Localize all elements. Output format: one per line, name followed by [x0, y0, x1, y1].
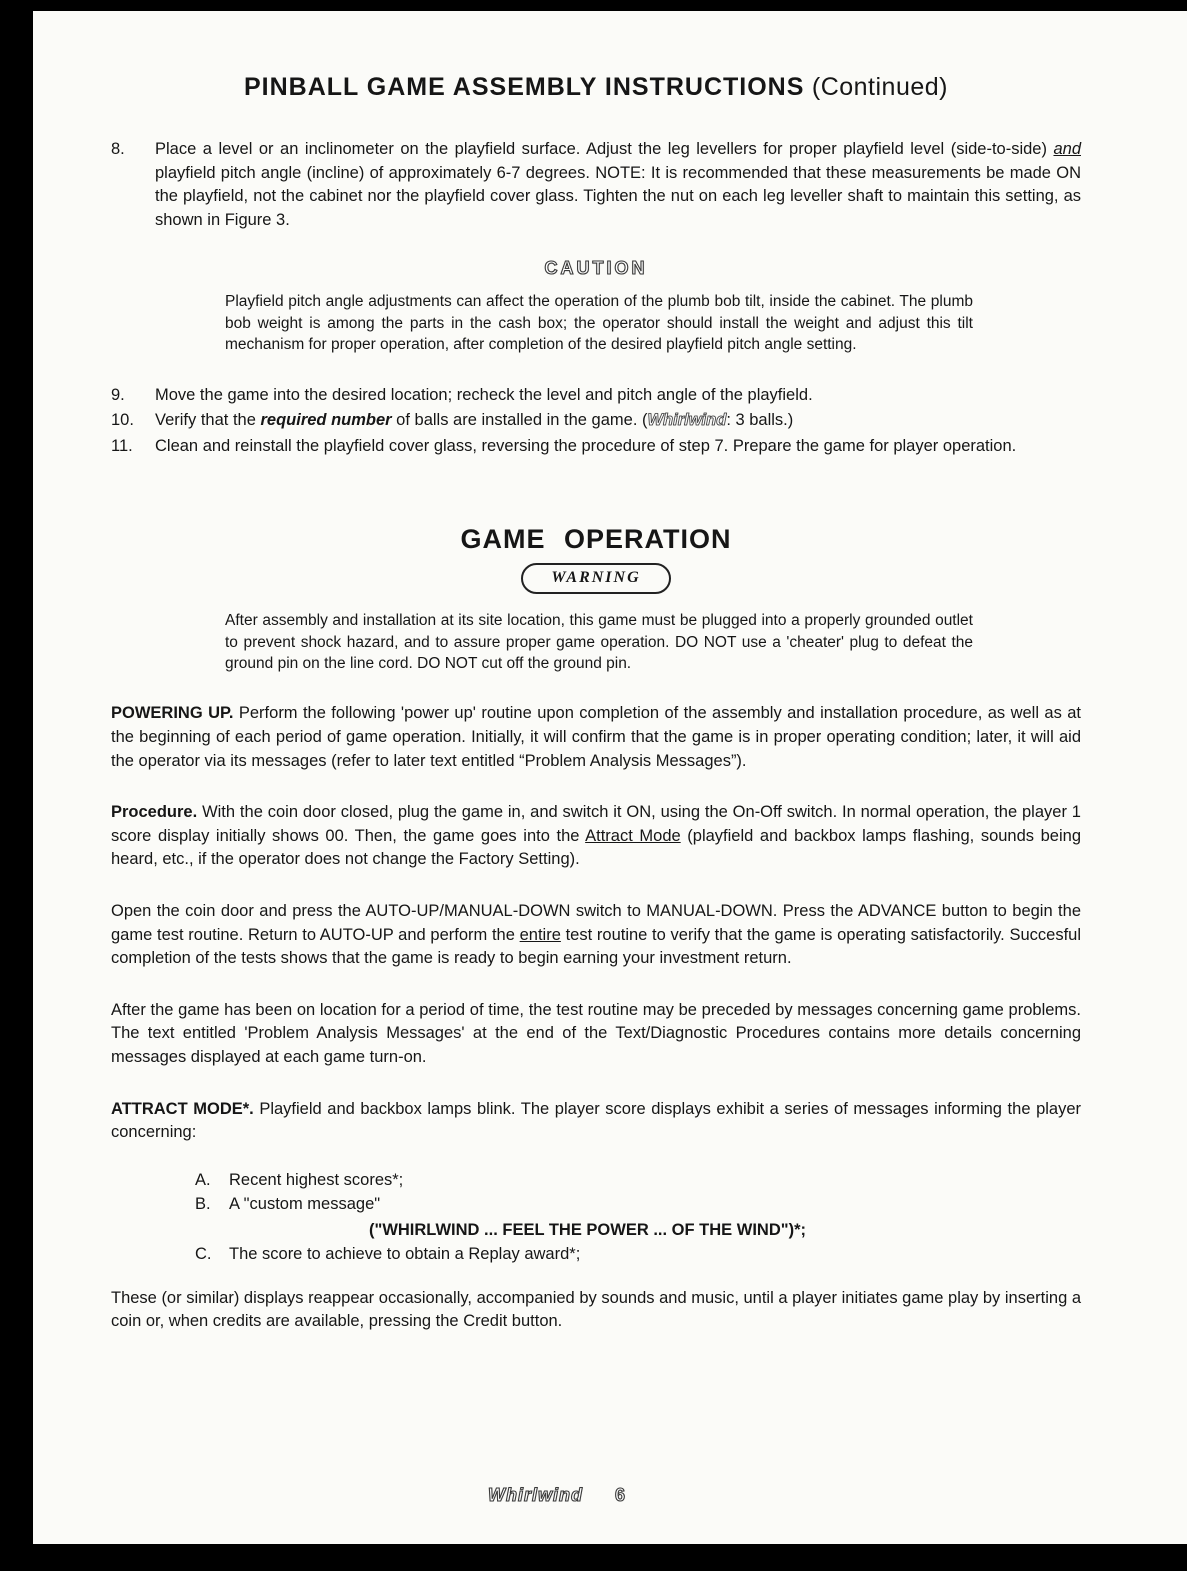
step-8-text-part1: Place a level or an inclinometer on the playfield surface. Adjust the leg levellers for proper playfield level (side-to-side): [155, 140, 1054, 158]
step-9-text: Move the game into the desired location; recheck the level and pitch angle of the playfield.: [155, 385, 813, 404]
attract-mode-underlined-term: Attract Mode: [585, 826, 681, 845]
step-10-text-part3: : 3 balls.): [726, 411, 794, 430]
step-10-text-part1: Verify that the: [155, 411, 261, 430]
list-item-c-text: The score to achieve to obtain a Replay award*;: [229, 1244, 581, 1263]
step-10-required-number-emphasis: required number: [260, 411, 392, 430]
list-item-c-label: C.: [195, 1244, 212, 1263]
powering-up-body: Perform the following 'power up' routine upon completion of the assembly and installation procedure, as well as at the beginning of each period of game operation. Initially, it will confirm that the game is in proper operating condition; later, it will aid the operator via its messages (refer to later text entitled “Problem Analysis Messages”).: [111, 704, 1081, 770]
document-page: [33, 11, 1187, 1544]
step-11: [111, 435, 1081, 459]
procedure-body-part2: (playfield and backbox lamps flashing, sounds being heard, etc., if the operator does not change the Factory Setting).: [111, 826, 1081, 869]
caution-heading: [111, 258, 1081, 279]
attract-mode-list: [195, 1169, 1081, 1267]
footer-page-number: 6: [614, 1485, 626, 1505]
test-routine-part1: Open the coin door and press the AUTO-UP/MANUAL-DOWN switch to MANUAL-DOWN. Press the ADVANCE button to begin the game test routine. Return to AUTO-UP and perform the: [111, 901, 1081, 944]
attract-mode-lead: ATTRACT MODE*.: [111, 1099, 254, 1118]
warning-box-wrap: [111, 563, 1081, 594]
page-title: [111, 73, 1081, 102]
page-title-main: PINBALL GAME ASSEMBLY INSTRUCTIONS: [243, 73, 805, 101]
list-item-b-label: B.: [195, 1194, 211, 1213]
list-item-a: [195, 1169, 1081, 1193]
list-item-b: [195, 1193, 1081, 1217]
step-9-number: 9.: [111, 385, 125, 404]
step-8-and-emphasis: and: [1053, 140, 1081, 158]
step-10: [111, 409, 1081, 433]
entire-underlined-term: entire: [519, 925, 561, 944]
closing-paragraph: These (or similar) displays reappear occasionally, accompanied by sounds and music, until a player initiates game play by inserting a coin or, when credits are available, pressing the Credit button.: [111, 1288, 1082, 1331]
list-item-a-label: A.: [195, 1170, 211, 1189]
list-item-c: [195, 1243, 1081, 1267]
procedure-paragraph: [111, 801, 1081, 872]
footer-brand: Whirlwind: [487, 1485, 583, 1505]
step-8-text-part2: playfield pitch angle (incline) of approximately 6-7 degrees. NOTE: It is recommended that these measurements be made ON the playfield, not the cabinet nor the playfield cover glass. Tighten the nut on each leg leveller shaft to maintain this setting, as shown in Figure 3.: [155, 163, 1081, 229]
list-item-b-text: A "custom message": [229, 1194, 381, 1213]
step-9: [111, 384, 1081, 408]
attract-mode-body: Playfield and backbox lamps blink. The player score displays exhibit a series of messages informing the player concerning:: [111, 1099, 1082, 1142]
test-routine-part2: test routine to verify that the game is operating satisfactorily. Succesful completion of the tests shows that the game is ready to begin earning your investment return.: [111, 925, 1081, 968]
powering-up-paragraph: [111, 702, 1081, 773]
custom-message-line: ("WHIRLWIND ... FEEL THE POWER ... OF THE WIND")*;: [369, 1220, 806, 1239]
page-footer: [33, 1485, 1081, 1506]
step-8-text: [155, 138, 1081, 232]
location-note-paragraph: After the game has been on location for a period of time, the test routine may be preceded by messages concerning game problems. The text entitled 'Problem Analysis Messages' at the end of the Text/Diagnostic Procedures contains more details concerning messages displayed at each game turn-on.: [111, 1000, 1081, 1066]
step-10-number: 10.: [111, 411, 134, 430]
caution-body: Playfield pitch angle adjustments can affect the operation of the plumb bob tilt, inside the cabinet. The plumb bob weight is among the parts in the cash box; the operator should install the weight and adjust this tilt mechanism for proper operation, after completion of the desired playfield pitch angle setting.: [225, 293, 973, 354]
step-10-whirlwind-brand: Whirlwind: [647, 411, 727, 430]
list-item-a-text: Recent highest scores*;: [229, 1170, 404, 1189]
game-operation-heading: GAME OPERATION: [460, 524, 732, 555]
caution-heading-text: CAUTION: [544, 258, 648, 279]
warning-badge: WARNING: [521, 563, 670, 594]
procedure-lead: Procedure.: [111, 803, 198, 822]
test-routine-paragraph: [111, 900, 1081, 971]
step-10-text: [155, 409, 1081, 433]
steps-9-to-11: [111, 384, 1081, 459]
step-8-number: 8.: [111, 140, 125, 158]
page-title-suffix: (Continued): [811, 73, 949, 101]
warning-body: After assembly and installation at its site location, this game must be plugged into a properly grounded outlet to prevent shock hazard, and to assure proper game operation. DO NOT use a 'cheater' plug to defeat the ground pin on the line cord. DO NOT cut off the ground pin.: [225, 612, 973, 673]
procedure-body-part1: With the coin door closed, plug the game in, and switch it ON, using the On-Off switch. In normal operation, the player 1 score display initially shows 00. Then, the game goes into the: [111, 803, 1081, 845]
step-11-number: 11.: [111, 436, 133, 455]
powering-up-lead: POWERING UP.: [111, 704, 234, 723]
step-8: [111, 138, 1081, 232]
step-11-text: Clean and reinstall the playfield cover glass, reversing the procedure of step 7. Prepare the game for player operation.: [155, 436, 1017, 455]
step-10-text-part2: of balls are installed in the game. (: [391, 411, 648, 430]
attract-mode-paragraph: [111, 1098, 1081, 1145]
